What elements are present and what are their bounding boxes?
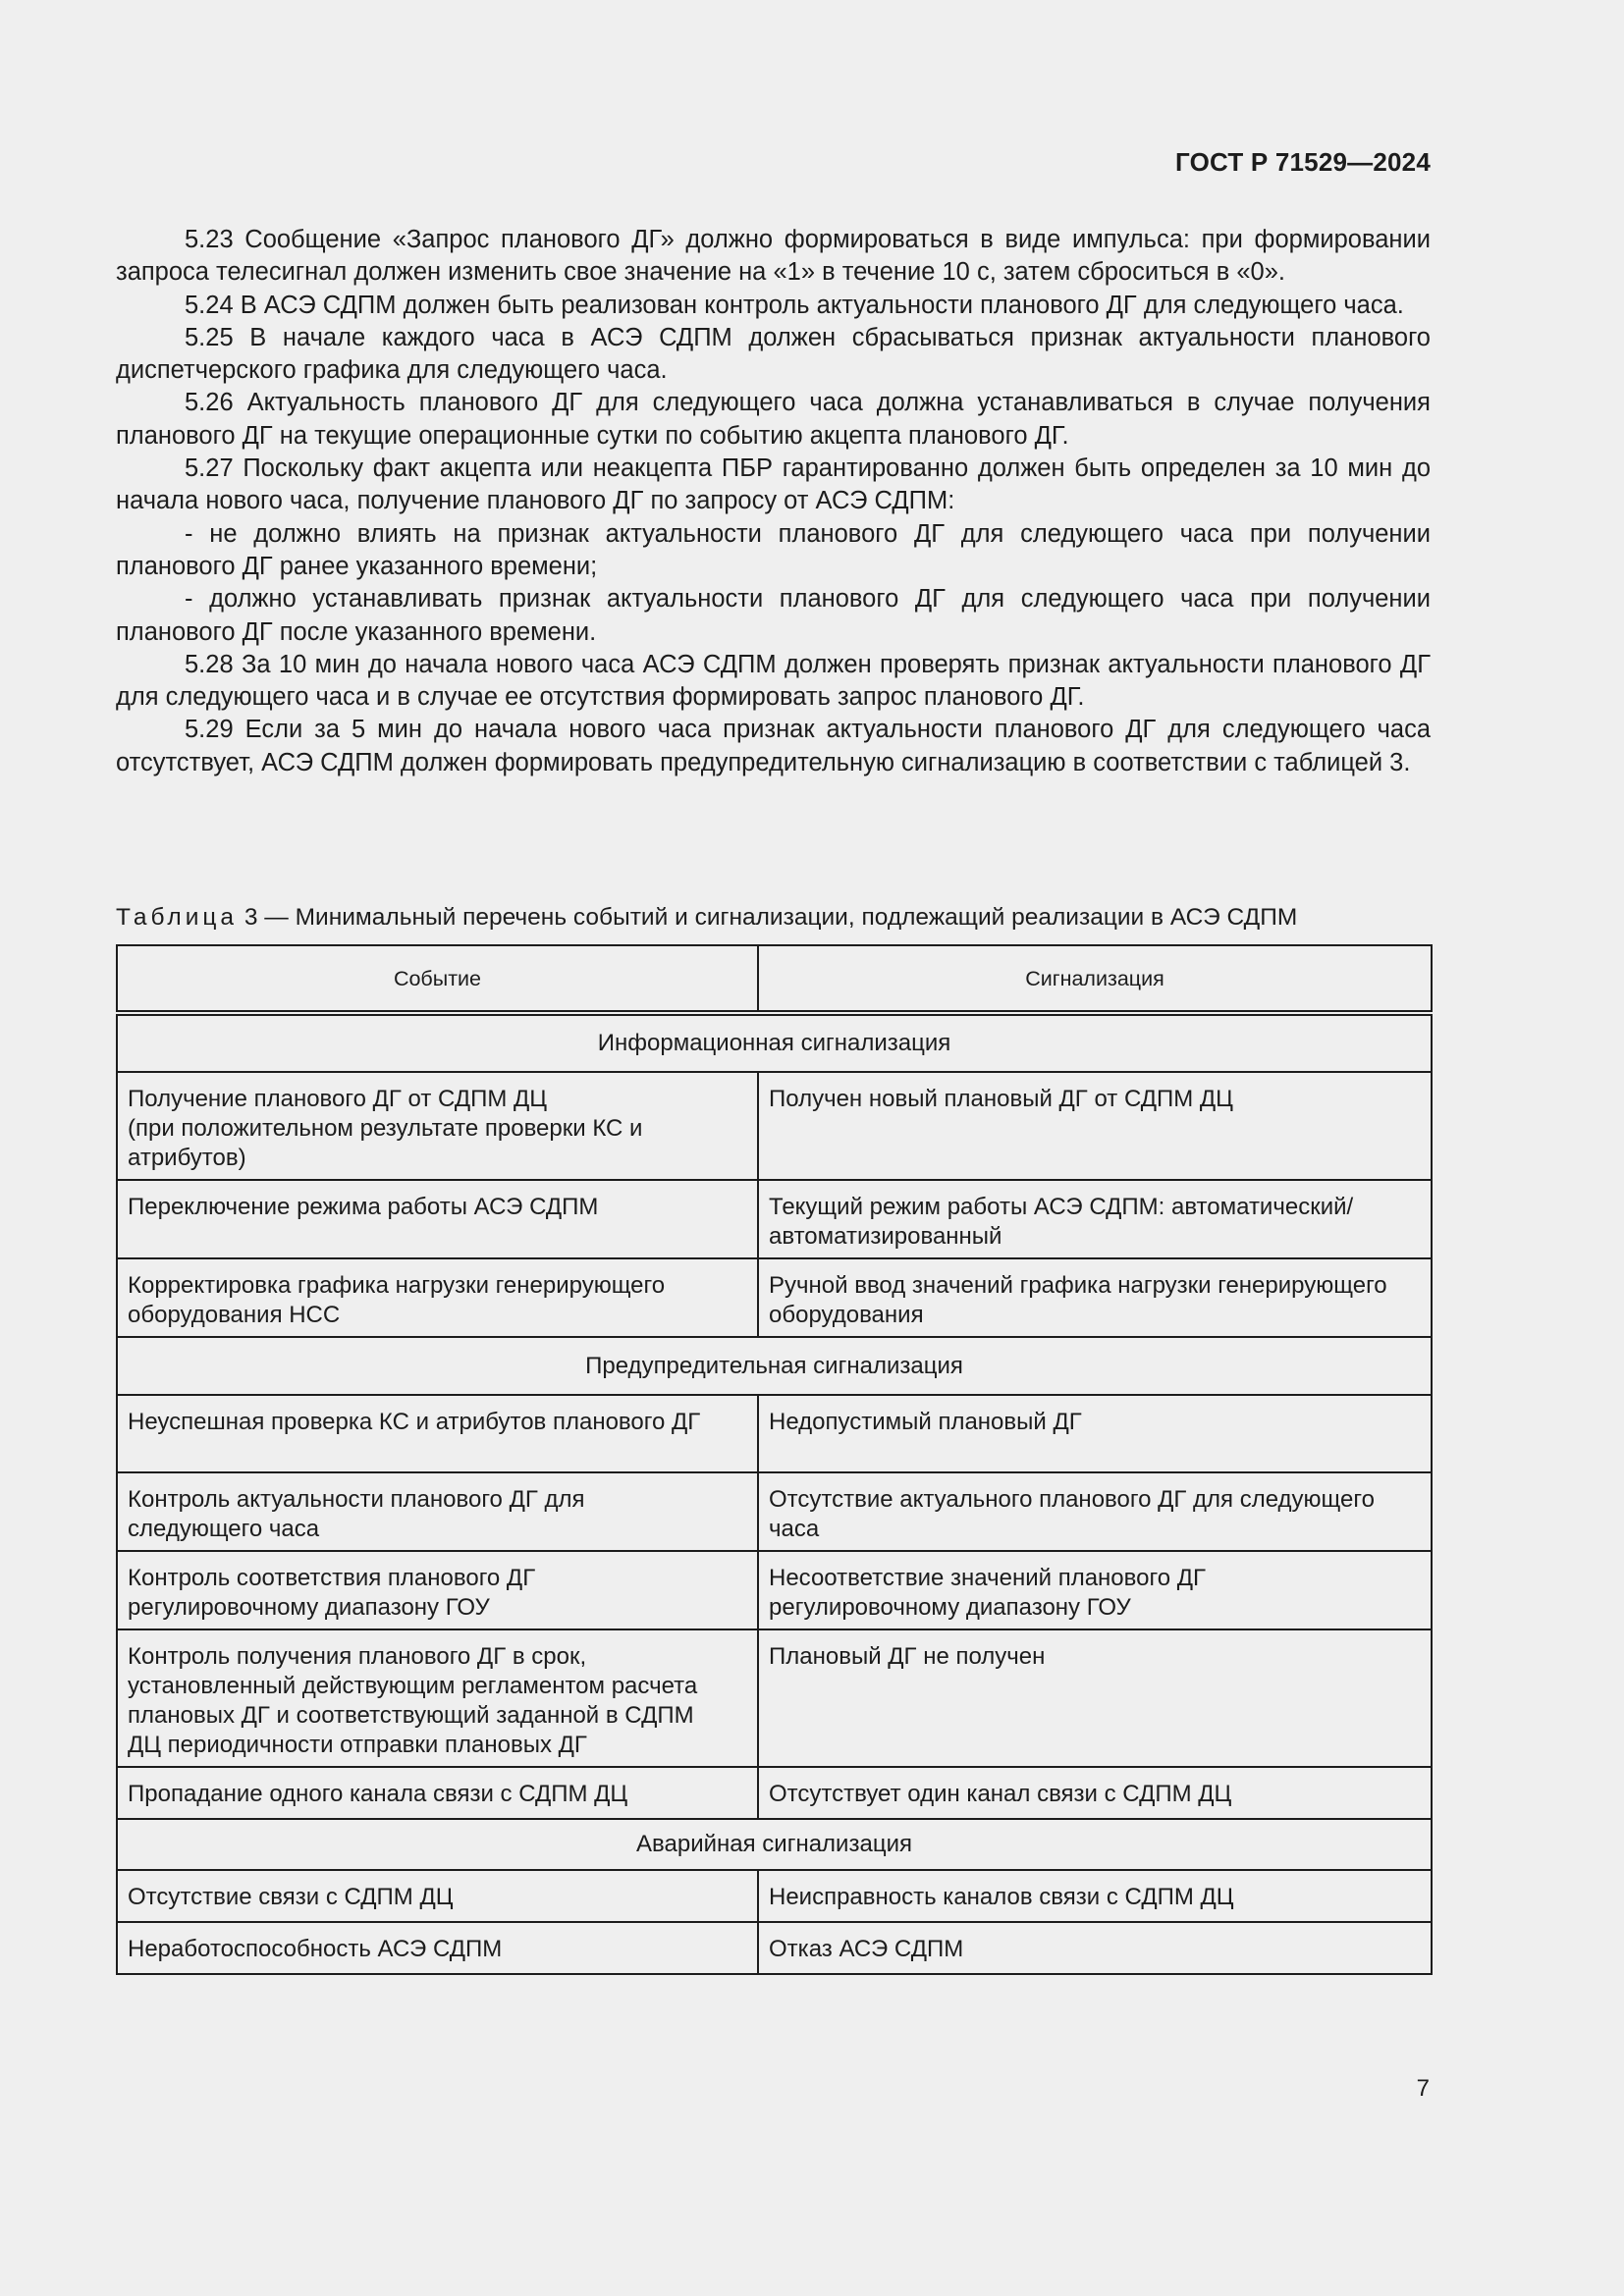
table-header-row: [117, 945, 1432, 1013]
signal-text-line: автоматизированный: [769, 1223, 1002, 1250]
table-caption: [116, 901, 1297, 934]
table-row: [117, 1551, 1432, 1629]
event-text-line: ДЦ периодичности отправки плановых ДГ: [128, 1732, 587, 1758]
event-cell: [117, 1629, 758, 1767]
page-number: 7: [1416, 2075, 1430, 2102]
signal-cell: [758, 1395, 1432, 1472]
signal-text-line: часа: [769, 1516, 820, 1542]
event-text-line: Пропадание одного канала связи с СДПМ ДЦ: [128, 1781, 628, 1807]
signal-cell: [758, 1922, 1432, 1974]
event-cell: [117, 1551, 758, 1629]
signal-text-line: Отказ АСЭ СДПМ: [769, 1936, 964, 1962]
event-text-line: следующего часа: [128, 1516, 320, 1542]
event-cell: [117, 1472, 758, 1551]
group-title: Информационная сигнализация: [117, 1013, 1432, 1072]
signal-text-line: Текущий режим работы АСЭ СДПМ: автоматический/: [769, 1194, 1354, 1220]
event-cell: [117, 1870, 758, 1922]
events-table: [116, 944, 1433, 1975]
event-text-line: регулировочному диапазону ГОУ: [128, 1594, 490, 1621]
paragraph-5-24: 5.24 В АСЭ СДПМ должен быть реализован контроль актуальности планового ДГ для следующего часа.: [185, 291, 1404, 319]
paragraph-5-23: 5.23 Сообщение «Запрос планового ДГ» должно формироваться в виде импульса: при формировании запроса телесигнал должен изменить свое значение на «1» в течение 10 с, затем сброситься в «0».: [116, 226, 1431, 287]
signal-cell: [758, 1870, 1432, 1922]
table-row: [117, 1180, 1432, 1258]
event-text-line: Контроль актуальности планового ДГ для: [128, 1486, 585, 1513]
signal-text-line: Неисправность каналов связи с СДПМ ДЦ: [769, 1884, 1234, 1910]
event-text-line: атрибутов): [128, 1145, 246, 1171]
table-group-row: [117, 1337, 1432, 1395]
signal-cell: [758, 1629, 1432, 1767]
paragraph-5-25: 5.25 В начале каждого часа в АСЭ СДПМ должен сбрасываться признак актуальности планового диспетчерского графика для следующего часа.: [116, 323, 1431, 385]
table-caption-text: 3 — Минимальный перечень событий и сигнализации, подлежащий реализации в АСЭ СДПМ: [244, 904, 1298, 931]
event-text-line: Получение планового ДГ от СДПМ ДЦ: [128, 1086, 547, 1112]
signal-cell: [758, 1258, 1432, 1337]
table-row: [117, 1258, 1432, 1337]
signal-text-line: Недопустимый плановый ДГ: [769, 1409, 1082, 1435]
event-text-line: Отсутствие связи с СДПМ ДЦ: [128, 1884, 454, 1910]
event-cell: [117, 1767, 758, 1819]
signal-text-line: Отсутствует один канал связи с СДПМ ДЦ: [769, 1781, 1232, 1807]
group-title: Аварийная сигнализация: [117, 1819, 1432, 1870]
paragraph-5-29: 5.29 Если за 5 мин до начала нового часа признак актуальности планового ДГ для следующего часа отсутствует, АСЭ СДПМ должен формировать предупредительную сигнализацию в соответствии с таблицей 3.: [116, 716, 1431, 776]
event-text-line: Переключение режима работы АСЭ СДПМ: [128, 1194, 599, 1220]
event-cell: [117, 1395, 758, 1472]
signal-cell: [758, 1472, 1432, 1551]
signal-cell: [758, 1180, 1432, 1258]
event-cell: [117, 1180, 758, 1258]
table-row: [117, 1395, 1432, 1472]
signal-cell: [758, 1072, 1432, 1180]
event-text-line: установленный действующим регламентом расчета: [128, 1673, 698, 1699]
paragraph-5-27: 5.27 Поскольку факт акцепта или неакцепта ПБР гарантированно должен быть определен за 10 мин до начала нового часа, получение планового ДГ по запросу от АСЭ СДПМ:: [116, 454, 1431, 515]
table-row: [117, 1472, 1432, 1551]
paragraph-5-27-item-2: - должно устанавливать признак актуальности планового ДГ для следующего часа при получении планового ДГ после указанного времени.: [116, 585, 1431, 646]
event-cell: [117, 1258, 758, 1337]
group-title: Предупредительная сигнализация: [117, 1337, 1432, 1395]
paragraph-5-27-item-1: - не должно влиять на признак актуальности планового ДГ для следующего часа при получении планового ДГ ранее указанного времени;: [116, 519, 1431, 580]
event-text-line: Корректировка графика нагрузки генерирующего: [128, 1272, 666, 1299]
signal-text-line: Отсутствие актуального планового ДГ для следующего: [769, 1486, 1375, 1513]
signal-text-line: Получен новый плановый ДГ от СДПМ ДЦ: [769, 1086, 1233, 1112]
table-row: [117, 1072, 1432, 1180]
column-header-signal: Сигнализация: [758, 945, 1432, 1013]
event-text-line: Контроль соответствия планового ДГ: [128, 1565, 536, 1591]
signal-text-line: регулировочному диапазону ГОУ: [769, 1594, 1131, 1621]
event-cell: [117, 1072, 758, 1180]
signal-text-line: оборудования: [769, 1302, 924, 1328]
table-row: [117, 1870, 1432, 1922]
table-row: [117, 1922, 1432, 1974]
table-body: [117, 1013, 1432, 1974]
event-text-line: Контроль получения планового ДГ в срок,: [128, 1643, 587, 1670]
signal-text-line: Ручной ввод значений графика нагрузки генерирующего: [769, 1272, 1387, 1299]
body-text: [116, 224, 1431, 779]
signal-text-line: Несоответствие значений планового ДГ: [769, 1565, 1206, 1591]
column-header-event: Событие: [117, 945, 758, 1013]
signal-cell: [758, 1551, 1432, 1629]
paragraph-5-28: 5.28 За 10 мин до начала нового часа АСЭ СДПМ должен проверять признак актуальности планового ДГ для следующего часа и в случае ее отсутствия формировать запрос планового ДГ.: [116, 650, 1431, 712]
document-standard-number: ГОСТ Р 71529—2024: [1175, 147, 1431, 177]
event-text-line: (при положительном результате проверки КС и: [128, 1115, 643, 1142]
table-row: [117, 1767, 1432, 1819]
event-text-line: плановых ДГ и соответствующий заданной в СДПМ: [128, 1702, 694, 1729]
table-group-row: [117, 1819, 1432, 1870]
event-text-line: Неработоспособность АСЭ СДПМ: [128, 1936, 503, 1962]
table-group-row: [117, 1013, 1432, 1072]
paragraph-5-26: 5.26 Актуальность планового ДГ для следующего часа должна устанавливаться в случае получения планового ДГ на текущие операционные сутки по событию акцепта планового ДГ.: [116, 389, 1431, 450]
event-text-line: оборудования НСС: [128, 1302, 341, 1328]
signal-text-line: Плановый ДГ не получен: [769, 1643, 1046, 1670]
table-caption-label: Таблица: [116, 904, 239, 931]
table-row: [117, 1629, 1432, 1767]
event-text-line: Неуспешная проверка КС и атрибутов планового ДГ: [128, 1409, 701, 1435]
signal-cell: [758, 1767, 1432, 1819]
event-cell: [117, 1922, 758, 1974]
